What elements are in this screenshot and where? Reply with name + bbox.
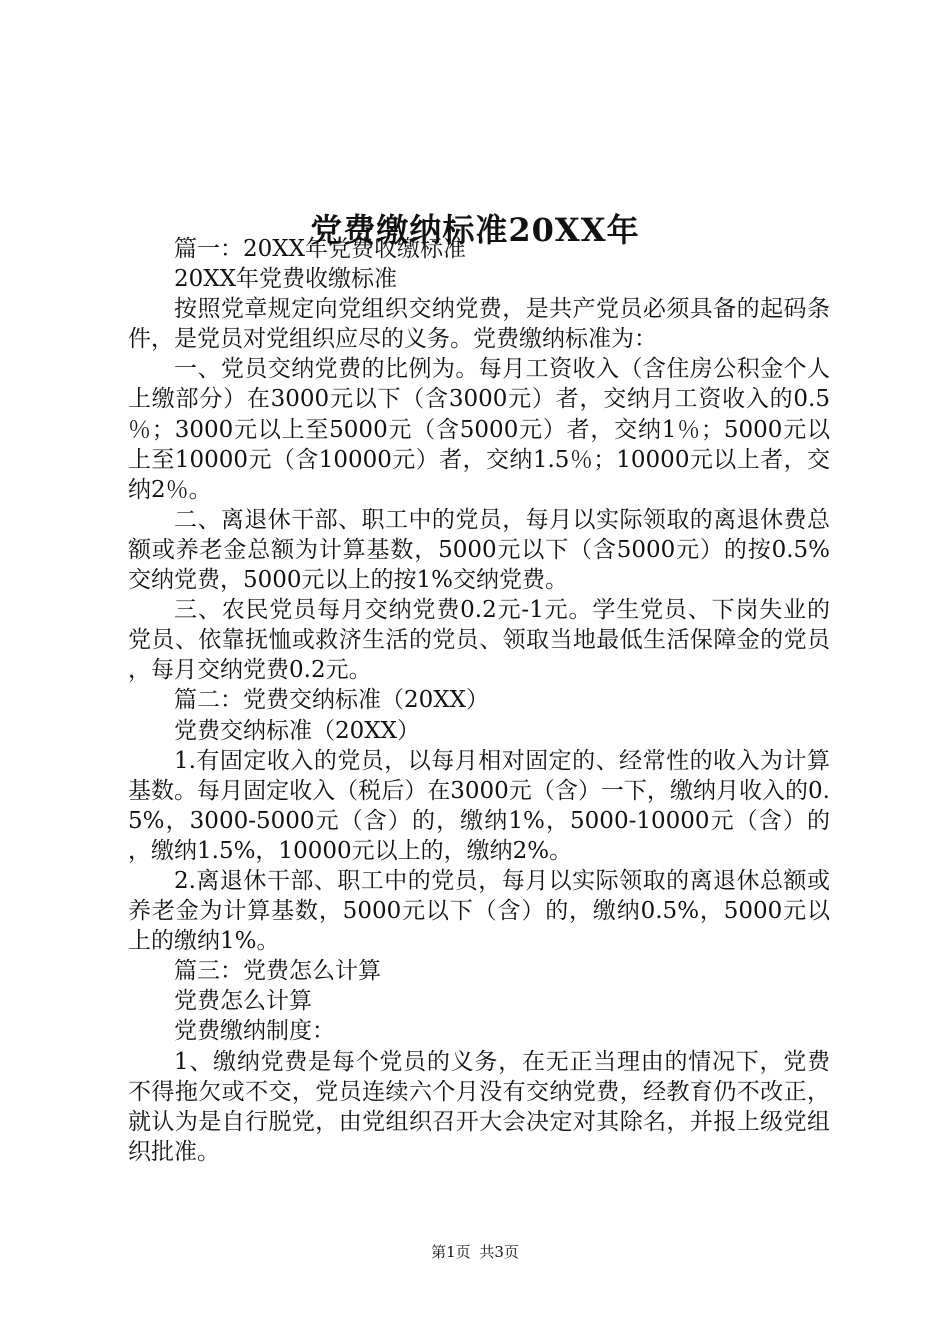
paragraph: 三、农民党员每月交纳党费0.2元-1元。学生党员、下岗失业的党员、依靠抚恤或救济生活的党员、领取当地最低生活保障金的党员，每月交纳党费0.2元。 — [128, 597, 830, 684]
paragraph: 2.离退休干部、职工中的党员，每月以实际领取的离退休总额或养老金为计算基数，5000元以下（含）的，缴纳0.5%，5000元以上的缴纳1%。 — [128, 867, 830, 955]
paragraph: 二、离退休干部、职工中的党员，每月以实际领取的离退休费总额或养老金总额为计算基数，5000元以下（含5000元）的按0.5%交纳党费，5000元以上的按1%交纳党费。 — [128, 506, 830, 594]
paragraph: 党费缴纳制度： — [174, 1018, 335, 1045]
subheading-3: 党费怎么计算 — [174, 988, 312, 1015]
subheading-2: 党费交纳标准（20XX） — [174, 717, 421, 744]
paragraph: 一、党员交纳党费的比例为。每月工资收入（含住房公积金个人上缴部分）在3000元以下（含3000元）者，交纳月工资收入的0.5％；3000元以上至5000元（含5000元）者，交纳1％；5000元以上至10000元（含10000元）者，交纳1.5％；10000元以上者，交纳2％。 — [128, 356, 830, 503]
page-footer — [0, 1240, 950, 1264]
section-heading-1: 篇一：20XX年党费收缴标准 — [174, 236, 467, 262]
paragraph: 1、缴纳党费是每个党员的义务，在无正当理由的情况下，党费不得拖欠或不交，党员连续六个月没有交纳党费，经教育仍不改正，就认为是自行脱党，由党组织召开大会决定对其除名，并报上级党组织批准。 — [128, 1048, 830, 1165]
subheading-1: 20XX年党费收缴标准 — [174, 266, 398, 293]
section-heading-2: 篇二：党费交纳标准（20XX） — [174, 687, 490, 714]
paragraph: 按照党章规定向党组织交纳党费，是共产党员必须具备的起码条件，是党员对党组织应尽的义务。党费缴纳标准为： — [128, 296, 830, 353]
page-total: 共3页 — [479, 1243, 519, 1261]
section-heading-3: 篇三：党费怎么计算 — [174, 958, 381, 985]
document-title: 党费缴纳标准20XX年 — [310, 211, 640, 250]
paragraph: 1.有固定收入的党员，以每月相对固定的、经常性的收入为计算基数。每月固定收入（税后）在3000元（含）一下，缴纳月收入的0.5%，3000-5000元（含）的，缴纳1%，5000-10000元（含）的，缴纳1.5%，10000元以上的，缴纳2%。 — [128, 747, 830, 864]
document-body — [128, 234, 830, 1167]
page-number: 第1页 — [431, 1243, 471, 1261]
